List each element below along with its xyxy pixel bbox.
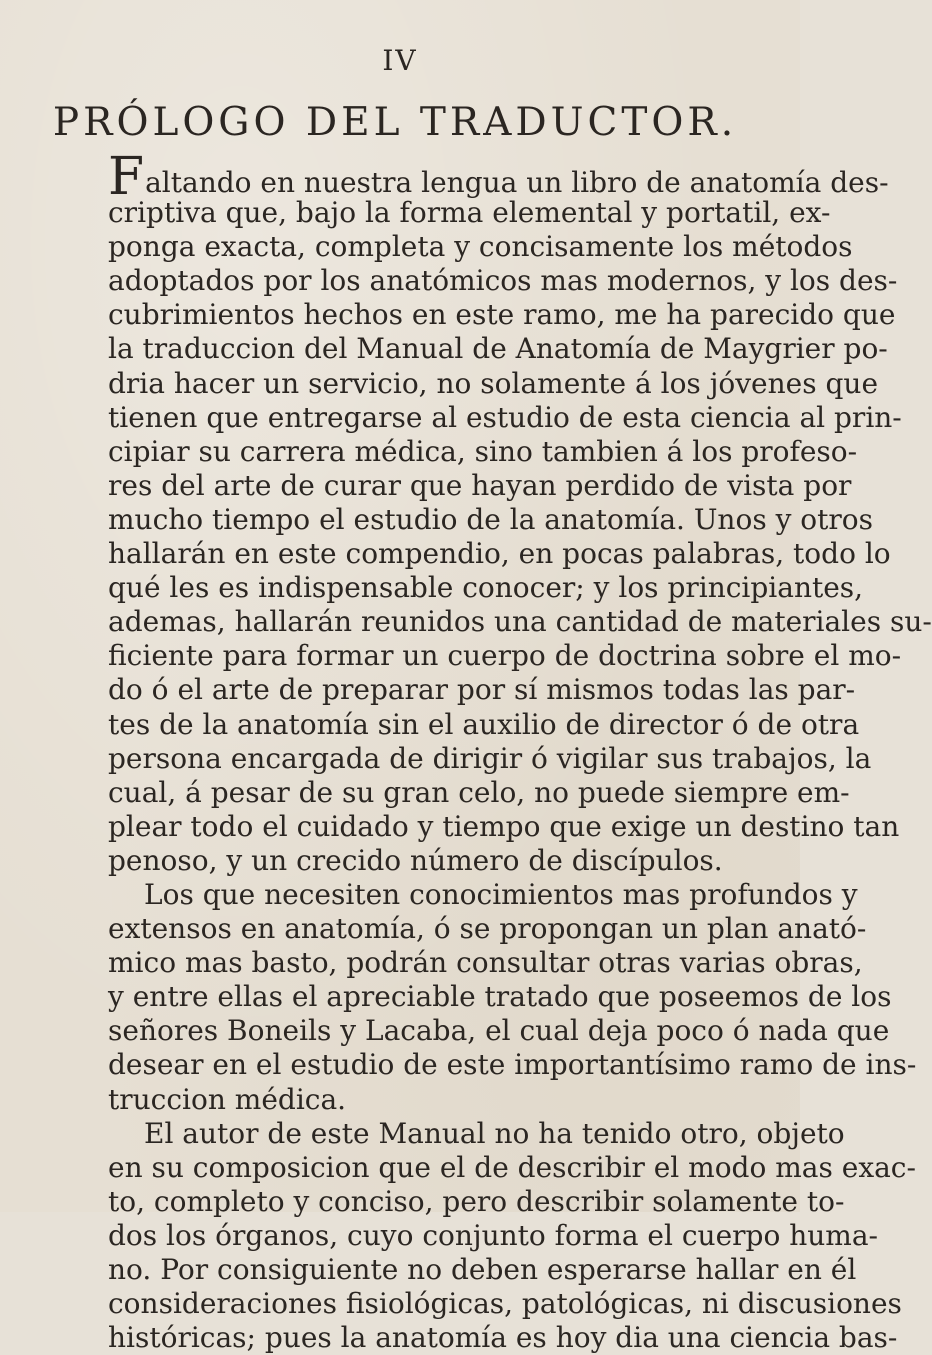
text-line [108, 912, 867, 946]
text-line [108, 298, 896, 332]
text-line [108, 877, 858, 912]
line-text: históricas; pues la anatomía es hoy dia una ciencia bas- [108, 1321, 898, 1355]
page-number: IV [382, 44, 418, 77]
text-line [108, 946, 863, 980]
line-text: res del arte de curar que hayan perdido de vista por [108, 468, 852, 502]
line-text: altando en nuestra lengua un libro de anatomía des- [145, 166, 889, 199]
line-text: dos los órganos, cuyo conjunto forma el cuerpo huma- [108, 1218, 878, 1252]
line-text: penoso, y un crecido número de discípulos. [108, 843, 723, 877]
text-line [108, 639, 902, 673]
text-line [108, 1116, 845, 1151]
text-line [108, 1014, 890, 1048]
text-line [108, 332, 888, 366]
line-text: persona encargada de dirigir ó vigilar sus trabajos, la [108, 741, 872, 775]
line-text: criptiva que, bajo la forma elemental y portatil, ex- [108, 196, 831, 230]
line-text: mico mas basto, podrán consultar otras varias obras, [108, 946, 863, 980]
drop-cap-letter: F [108, 147, 145, 207]
line-text: plear todo el cuidado y tiempo que exige un destino tan [108, 809, 900, 843]
line-text: hallarán en este compendio, en pocas palabras, todo lo [108, 537, 891, 571]
text-line [108, 1150, 916, 1185]
line-text: truccion médica. [108, 1082, 347, 1116]
text-line [108, 775, 850, 810]
text-line [108, 571, 864, 605]
line-text: la traduccion del Manual de Anatomía de Maygrier po- [108, 332, 888, 366]
paragraph [108, 147, 932, 878]
line-text: Los que necesiten conocimientos mas profundos y [144, 877, 858, 911]
text-line [108, 1253, 857, 1287]
page-title: PRÓLOGO DEL TRADUCTOR. [52, 100, 738, 145]
text-line [108, 147, 889, 207]
paragraph [108, 1116, 916, 1355]
line-text: mucho tiempo el estudio de la anatomía. Unos y otros [108, 502, 874, 536]
line-text: to, completo y conciso, pero describir solamente to- [108, 1184, 845, 1218]
line-text: en su composicion que el de describir el modo mas exac- [108, 1150, 916, 1184]
line-text: cipiar su carrera médica, sino tambien á los profeso- [108, 434, 858, 468]
line-text: El autor de este Manual no ha tenido otro, objeto [144, 1116, 845, 1150]
line-text: ficiente para formar un cuerpo de doctrina sobre el mo- [108, 639, 902, 673]
text-line [108, 468, 852, 503]
line-text: desear en el estudio de este importantísimo ramo de ins- [108, 1048, 917, 1082]
line-text: do ó el arte de preparar por sí mismos todas las par- [108, 673, 856, 707]
body-text [108, 147, 932, 1355]
line-text: qué les es indispensable conocer; y los principiantes, [108, 571, 864, 605]
line-text: consideraciones fisiológicas, patológicas, ni discusiones [108, 1287, 902, 1321]
text-line [108, 809, 900, 844]
text-line [108, 605, 932, 639]
line-text: no. Por consiguiente no deben esperarse hallar en él [108, 1253, 857, 1286]
text-line [108, 1083, 772, 1117]
text-line [108, 1048, 917, 1082]
text-line [108, 366, 879, 401]
text-line [108, 1321, 898, 1355]
line-text: cual, á pesar de su gran celo, no puede siempre em- [108, 775, 850, 809]
text-line [108, 502, 874, 537]
text-line [108, 230, 853, 264]
text-line [108, 707, 860, 742]
line-text: dria hacer un servicio, no solamente á los jóvenes que [108, 366, 879, 400]
text-line [108, 844, 772, 878]
text-line [108, 673, 856, 707]
text-line [108, 1218, 878, 1253]
text-line [108, 400, 902, 435]
line-text: cubrimientos hechos en este ramo, me ha parecido que [108, 298, 896, 332]
text-line [108, 537, 891, 571]
line-text: extensos en anatomía, ó se propongan un plan anató- [108, 912, 867, 946]
text-line [108, 741, 872, 776]
line-text: ademas, hallarán reunidos una cantidad de materiales su- [108, 605, 932, 639]
line-text: tienen que entregarse al estudio de esta ciencia al prin- [108, 400, 902, 434]
line-text: y entre ellas el apreciable tratado que poseemos de los [108, 980, 892, 1014]
line-text: adoptados por los anatómicos mas modernos, y los des- [108, 264, 898, 298]
text-line [108, 434, 858, 469]
line-text: ponga exacta, completa y concisamente los métodos [108, 230, 853, 264]
paragraph [108, 877, 917, 1117]
text-line [108, 1287, 902, 1321]
text-line [108, 264, 898, 298]
line-text: tes de la anatomía sin el auxilio de director ó de otra [108, 707, 860, 741]
text-line [108, 980, 892, 1014]
text-line [108, 1184, 845, 1219]
text-line [108, 196, 831, 230]
line-text: señores Boneils y Lacaba, el cual deja poco ó nada que [108, 1014, 890, 1048]
